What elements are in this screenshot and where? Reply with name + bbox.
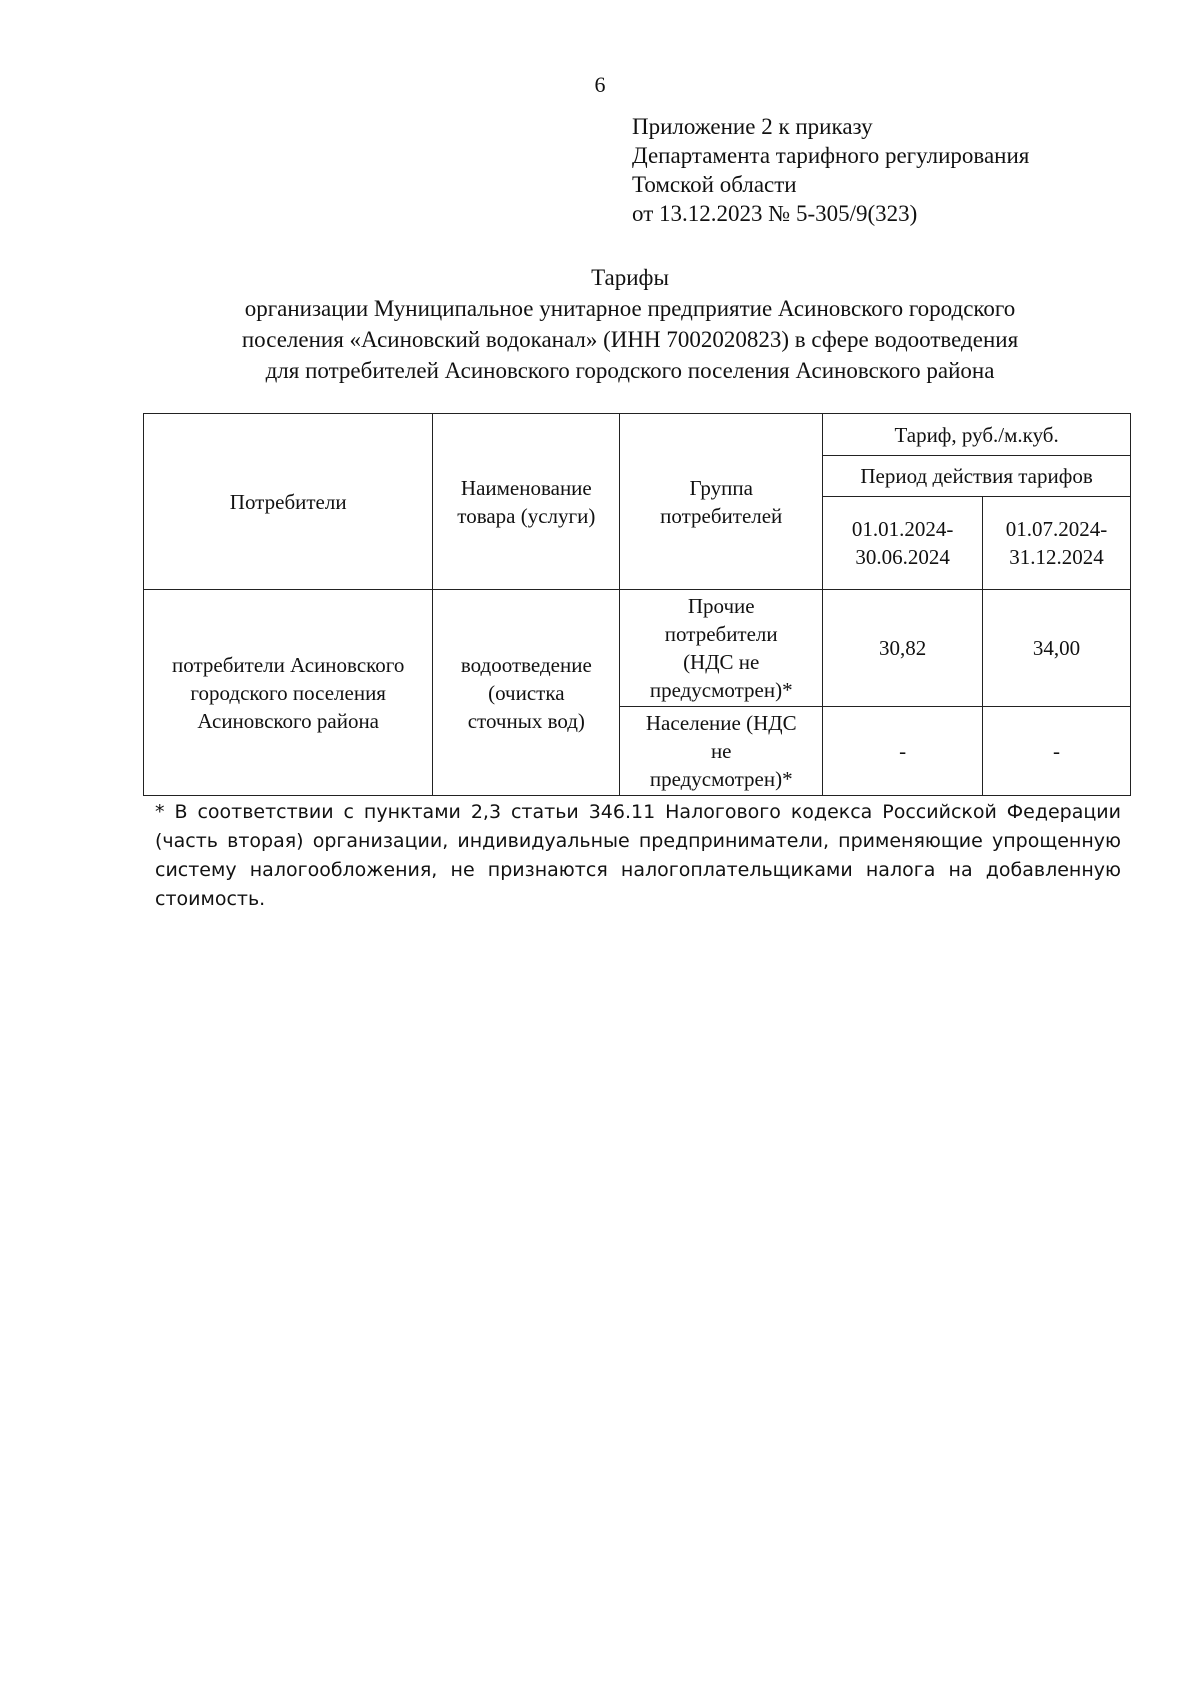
- appendix-line-4: от 13.12.2023 № 5-305/9(323): [632, 201, 918, 226]
- appendix-line-2: Департамента тарифного регулирования: [632, 143, 1030, 168]
- appendix-line-3: Томской области: [632, 172, 797, 197]
- cell-group-population: Население (НДС не предусмотрен)*: [620, 707, 823, 796]
- appendix-block: [632, 112, 1029, 228]
- table-row: [144, 590, 1131, 707]
- footnote: * В соответствии с пунктами 2,3 статьи 346.11 Налогового кодекса Российской Федерации (часть вторая) организации, индивидуальные предприниматели, применяющие упрощенную систему налогообложения, не признаются налогоплательщиками налога на добавленную стоимость.: [155, 801, 1121, 910]
- header-service: Наименование товара (услуги): [433, 414, 620, 590]
- title-line-2: поселения «Асиновский водоканал» (ИНН 7002020823) в сфере водоотведения: [241, 327, 1019, 352]
- tariff-table: [143, 413, 1131, 796]
- header-period: Период действия тарифов: [823, 456, 1131, 497]
- cell-consumers: потребители Асиновского городского поселения Асиновского района: [144, 590, 433, 796]
- cell-group-other: Прочие потребители (НДС не предусмотрен)*: [620, 590, 823, 707]
- cell-value-population-1: -: [823, 707, 983, 796]
- document-title: [150, 262, 1110, 386]
- page-number: 6: [594, 72, 606, 97]
- header-consumers: Потребители: [144, 414, 433, 590]
- cell-value-other-1: 30,82: [823, 590, 983, 707]
- appendix-line-1: Приложение 2 к приказу: [632, 114, 873, 139]
- cell-value-population-2: -: [983, 707, 1131, 796]
- cell-service: водоотведение (очистка сточных вод): [433, 590, 620, 796]
- title-line-1: организации Муниципальное унитарное предприятие Асиновского городского: [244, 296, 1016, 321]
- title-heading: Тарифы: [591, 265, 669, 290]
- header-tariff: Тариф, руб./м.куб.: [823, 414, 1131, 456]
- title-line-3: для потребителей Асиновского городского поселения Асиновского района: [265, 358, 995, 383]
- cell-value-other-2: 34,00: [983, 590, 1131, 707]
- header-period-2: 01.07.2024-31.12.2024: [983, 497, 1131, 590]
- header-group: Группа потребителей: [620, 414, 823, 590]
- table-header-row: [144, 414, 1131, 456]
- header-period-1: 01.01.2024-30.06.2024: [823, 497, 983, 590]
